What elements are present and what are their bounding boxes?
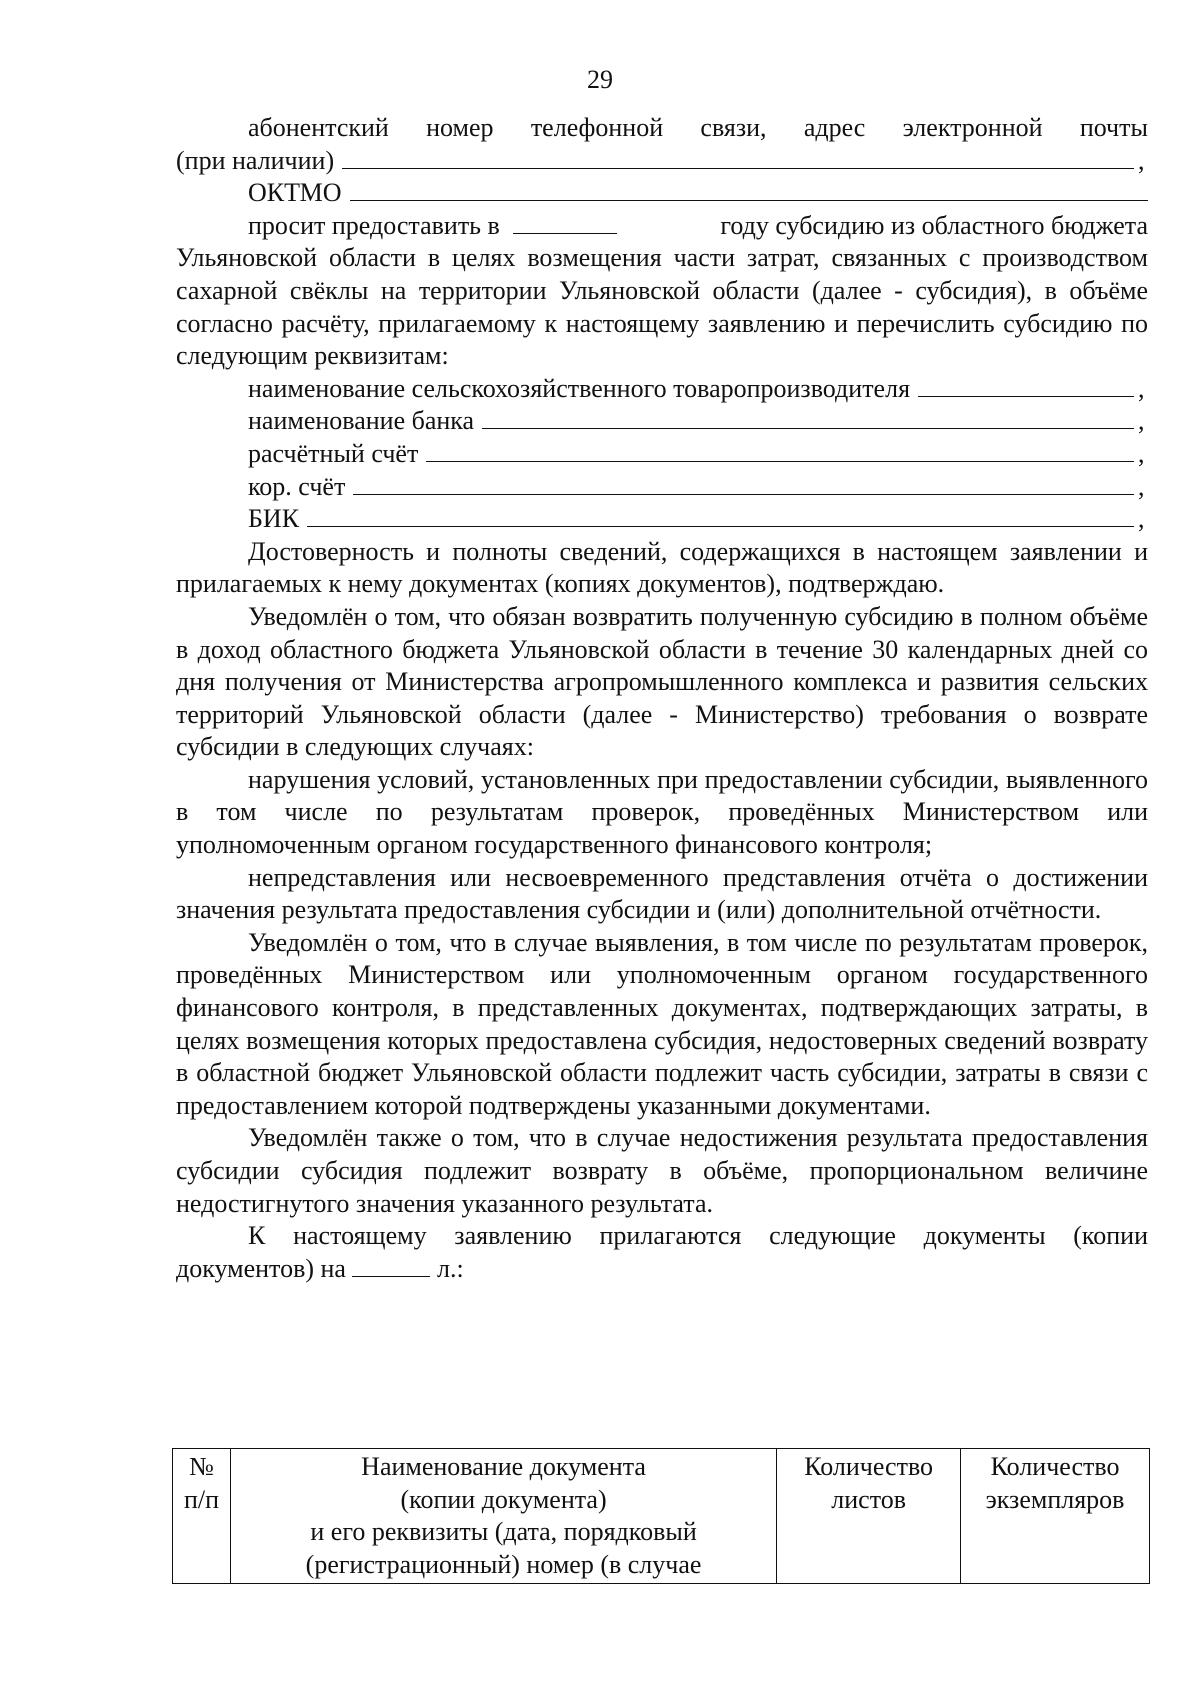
oktmo-input-line[interactable] [350,178,1148,201]
paragraph-case-violation: нарушения условий, установленных при предоставлении субсидии, выявленного в том числе по результатам проверок, проведённых Министерством или уполномоченным органом государственного финансового контроля; [176,764,1148,860]
bank-name-input-line[interactable] [482,406,1134,429]
sheets-count-blank[interactable] [352,1256,430,1277]
header-copies-count: Количество экземпляров [961,1449,1150,1584]
requisite-corr-account[interactable]: кор. счёт , [248,471,1145,501]
oktmo-field[interactable] [248,177,1148,210]
corr-account-input-line[interactable] [353,472,1134,495]
paragraph-accuracy: Достоверность и полноты сведений, содержащихся в настоящем заявлении и прилагаемых к нему документах (копиях документов), подтверждаю. [176,536,1148,599]
oktmo-label: ОКТМО [248,178,342,208]
header-number: № п/п [173,1449,231,1584]
requisite-bik[interactable]: БИК , [248,504,1145,534]
contact-field[interactable]: (при наличии) , [176,145,1148,178]
header-sheets-count: Количество листов [777,1449,961,1584]
requisite-producer-name[interactable]: наименование сельскохозяйственного товаропроизводителя , [248,373,1145,403]
contact-label: (при наличии) [176,145,335,175]
paragraph-result-shortfall: Уведомлён также о том, что в случае недостижения результата предоставления субсидии субсидия подлежит возврату в объёме, пропорциональном величине недостигнутого значения указанного результата. [176,1123,1148,1218]
page-number: 29 [587,65,613,94]
requisite-settlement-account[interactable]: расчётный счёт , [248,438,1145,468]
attachments-table [172,1448,1150,1584]
request-line-1: просит предоставить в году субсидию из областного бюджета [248,210,1148,240]
form-content [176,112,1148,1285]
requisite-bank-name[interactable]: наименование банка , [248,406,1145,436]
settlement-account-input-line[interactable] [426,439,1134,462]
request-paragraph: Ульяновской области в целях возмещения части затрат, связанных с производством сахарной свёклы на территории Ульяновской области (далее - субсидия), в объёме согласно расчёту, прилагаемому к настоящему заявлению и перечислить субсидию по следующим реквизитам: [176,243,1148,371]
paragraph-false-info: Уведомлён о том, что в случае выявления, в том числе по результатам проверок, проведённых Министерством или уполномоченным органом государственного финансового контроля, в представленных документах, подтверждающих затраты, в целях возмещения которых предоставлена субсидия, недостоверных сведений возврату в областной бюджет Ульяновской области подлежит часть субсидии, затраты в связи с предоставлением которой подтверждены указанными документами. [176,927,1148,1120]
contact-input-line[interactable] [342,146,1134,169]
table-header-row [173,1449,1150,1584]
bik-input-line[interactable] [307,504,1134,527]
year-blank[interactable] [513,213,617,234]
producer-name-input-line[interactable] [918,374,1134,397]
contact-line-1: абонентский номер телефонной связи, адрес электронной почты [248,113,1148,142]
paragraph-return-obligation: Уведомлён о том, что обязан возвратить полученную субсидию в полном объёме в доход областного бюджета Ульяновской области в течение 30 календарных дней со дня получения от Министерства агропромышленного комплекса и развития сельских территорий Ульяновской области (далее - Министерство) требования о возврате субсидии в следующих случаях: [176,601,1148,762]
paragraph-case-report: непредставления или несвоевременного представления отчёта о достижении значения результата предоставления субсидии и (или) дополнительной отчётности. [176,862,1148,925]
paragraph-attachments: К настоящему заявлению прилагаются следующие документы (копии документов) на л.: [176,1221,1148,1283]
header-document-name: Наименование документа (копии документа) и его реквизиты (дата, порядковый (регистрационный) номер (в случае [230,1449,776,1584]
